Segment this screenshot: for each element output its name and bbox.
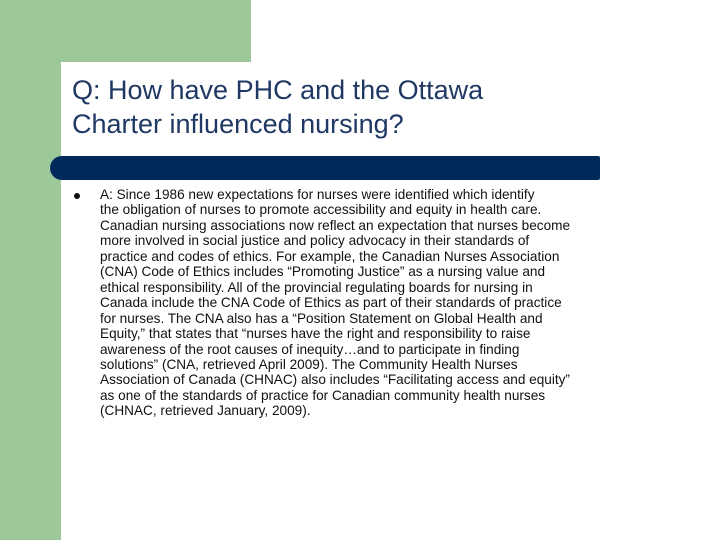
green-left-bar bbox=[0, 0, 61, 540]
body-line-12: solutions” (CNA, retrieved April 2009). The Community Health Nurses bbox=[100, 356, 518, 372]
body-line-3: Canadian nursing associations now reflect an expectation that nurses become bbox=[100, 217, 571, 233]
body-line-7: ethical responsibility. All of the provincial regulating boards for nursing in bbox=[100, 279, 533, 295]
body-line-6: (CNA) Code of Ethics includes “Promoting Justice” as a nursing value and bbox=[100, 264, 546, 280]
body-line-5: practice and codes of ethics. For example, the Canadian Nurses Association bbox=[100, 248, 560, 264]
body-line-2: the obligation of nurses to promote accessibility and equity in health care. bbox=[100, 202, 542, 218]
body-line-13: Association of Canada (CHNAC) also includes “Facilitating access and equity” bbox=[100, 372, 570, 388]
slide-title bbox=[72, 73, 672, 141]
title-rule bbox=[62, 156, 600, 180]
body-line-15: (CHNAC, retrieved January, 2009). bbox=[100, 403, 311, 419]
title-line-2: Charter influenced nursing? bbox=[72, 109, 404, 139]
bullet-icon bbox=[74, 193, 80, 199]
body-line-1: A: Since 1986 new expectations for nurses were identified which identify bbox=[100, 187, 535, 202]
body-line-11: awareness of the root causes of inequity…and to participate in finding bbox=[100, 341, 520, 357]
body-line-9: for nurses. The CNA also has a “Position Statement on Global Health and bbox=[100, 310, 543, 326]
answer-paragraph bbox=[100, 187, 680, 419]
body-line-8: Canada include the CNA Code of Ethics as part of their standards of practice bbox=[100, 295, 562, 311]
body-line-4: more involved in social justice and policy advocacy in their standards of bbox=[100, 233, 530, 249]
body-line-10: Equity,” that states that “nurses have the right and responsibility to raise bbox=[100, 326, 531, 342]
title-line-1: Q: How have PHC and the Ottawa bbox=[72, 75, 484, 105]
body-line-14: as one of the standards of practice for Canadian community health nurses bbox=[100, 387, 546, 403]
